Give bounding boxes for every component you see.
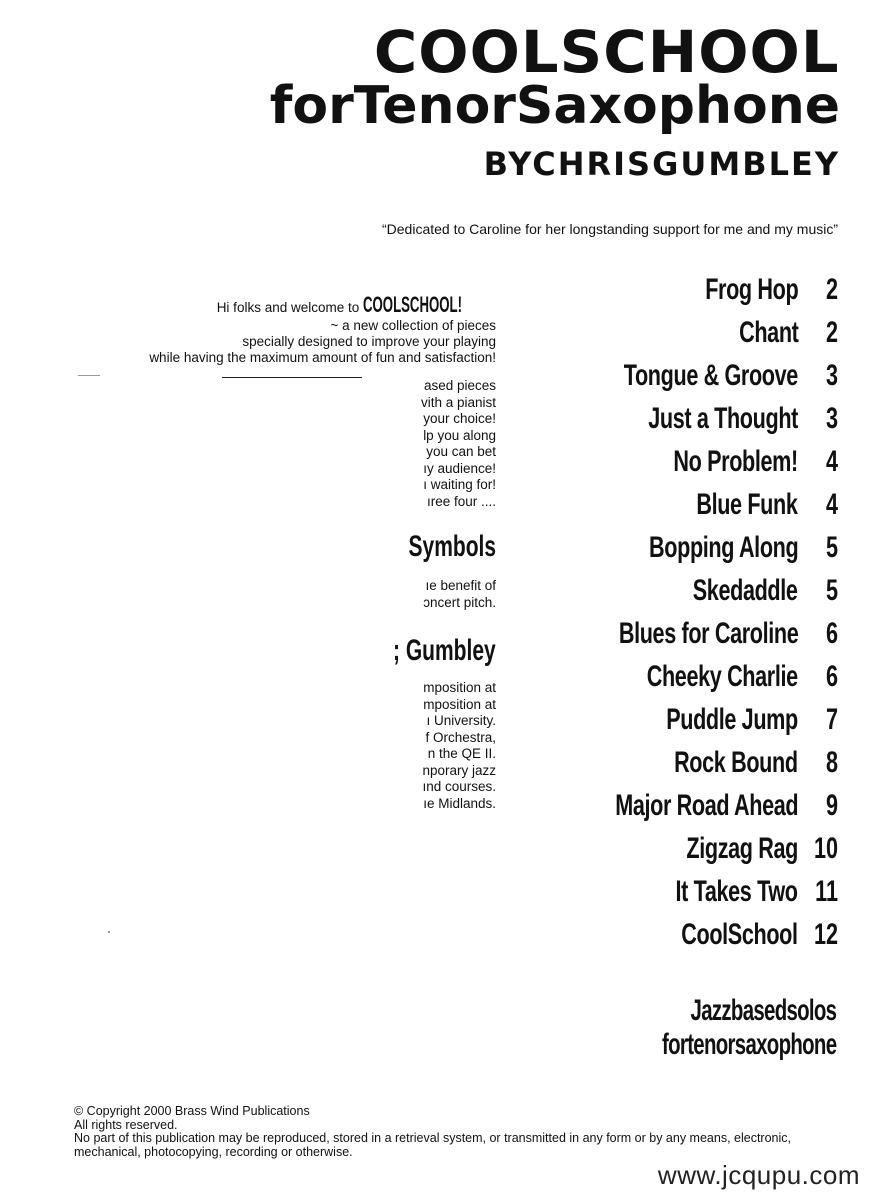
toc-entry[interactable] — [538, 440, 838, 483]
toc-page: 10 — [813, 831, 838, 865]
symbols-heading: Symbols — [408, 530, 496, 563]
bio-line: n the QE II. — [427, 746, 496, 761]
clipped-line: lp you along — [423, 427, 496, 443]
bio-line: nporary jazz — [422, 762, 496, 778]
toc-title: Blues for Caroline — [618, 616, 798, 650]
toc-entry[interactable] — [538, 268, 838, 311]
toc-title: Puddle Jump — [666, 702, 798, 736]
watermark: www.jcqupu.com — [657, 1160, 860, 1190]
toc-title: Bopping Along — [648, 530, 798, 564]
clipped-line: ıy audience! — [423, 460, 496, 476]
toc-title: No Problem! — [673, 444, 798, 478]
book-subtitle: forTenorSaxophone — [269, 76, 840, 136]
toc-entry[interactable] — [538, 397, 838, 440]
bio-line: mposition at — [423, 696, 496, 712]
copyright-line: No part of this publication may be reproduced, stored in a retrieval system, or transmitted in any form or by any means, electronic, — [74, 1131, 791, 1145]
bio-line: f Orchestra, — [425, 729, 496, 745]
toc-entry[interactable] — [538, 526, 838, 569]
toc-page: 2 — [825, 315, 838, 349]
symbols-text — [423, 578, 496, 611]
toc-title: Skedaddle — [693, 573, 798, 607]
toc-entry[interactable] — [538, 655, 838, 698]
toc-page: 3 — [825, 401, 838, 435]
toc-page: 3 — [825, 358, 838, 392]
clipped-line: ı waiting for! — [423, 477, 496, 492]
copyright-line: mechanical, photocopying, recording or otherwise. — [74, 1144, 353, 1159]
intro-clipped-text — [421, 378, 496, 510]
toc-entry[interactable] — [538, 827, 838, 870]
toc-page: 11 — [815, 874, 838, 908]
toc-entry[interactable] — [538, 784, 838, 827]
toc-page: 2 — [825, 272, 838, 306]
intro-line-2: ~ a new collection of pieces — [330, 318, 496, 333]
toc-entry[interactable] — [538, 354, 838, 397]
toc-entry[interactable] — [538, 741, 838, 784]
toc-title: Rock Bound — [674, 745, 798, 779]
toc-entry[interactable] — [538, 483, 838, 526]
toc-entry[interactable] — [538, 913, 838, 956]
toc-title: CoolSchool — [681, 917, 798, 951]
toc-entry[interactable] — [538, 311, 838, 354]
toc-page: 6 — [825, 659, 838, 693]
symbols-line: ɔncert pitch. — [423, 594, 496, 610]
intro-line-3: specially designed to improve your playing — [242, 334, 496, 349]
author-line: BYCHRISGUMBLEY — [483, 145, 840, 183]
toc-title: Frog Hop — [704, 272, 798, 306]
bio-text — [422, 680, 496, 812]
scan-speck — [108, 931, 110, 933]
dedication: “Dedicated to Caroline for her longstanding support for me and my music” — [382, 221, 838, 237]
bio-heading: ; Gumbley — [393, 634, 496, 667]
toc-title: It Takes Two — [675, 874, 798, 908]
toc-page: 6 — [825, 616, 838, 650]
toc-title: Cheeky Charlie — [646, 659, 798, 693]
toc-entry[interactable] — [538, 612, 838, 655]
toc-page: 7 — [825, 702, 838, 736]
toc-page: 4 — [825, 444, 838, 478]
toc-title: Tongue & Groove — [623, 358, 798, 392]
toc-page: 9 — [825, 788, 838, 822]
toc-title: Major Road Ahead — [614, 788, 798, 822]
bio-line: mposition at — [423, 680, 496, 695]
clipped-line: you can bet — [426, 444, 496, 459]
tagline-line-1: Jazzbasedsolos — [690, 994, 836, 1027]
toc-page: 5 — [825, 573, 838, 607]
copyright-line: © Copyright 2000 Brass Wind Publications — [74, 1104, 310, 1118]
toc-title: Chant — [738, 315, 798, 349]
toc-title: Just a Thought — [648, 401, 798, 435]
copyright-line: All rights reserved. — [74, 1117, 178, 1132]
symbols-line: ıe benefit of — [425, 578, 496, 593]
toc-entry[interactable] — [538, 569, 838, 612]
table-of-contents — [538, 268, 838, 956]
toc-entry[interactable] — [538, 698, 838, 741]
toc-page: 8 — [825, 745, 838, 779]
text-underline — [222, 377, 362, 378]
bio-line: ı University. — [426, 713, 496, 728]
toc-page: 5 — [825, 530, 838, 564]
clipped-line: ıree four .... — [426, 493, 496, 509]
bio-line: ınd courses. — [422, 779, 496, 794]
intro-paragraph — [149, 292, 496, 366]
book-title: COOLSCHOOL — [374, 18, 840, 86]
intro-line-4: while having the maximum amount of fun and satisfaction! — [149, 350, 496, 365]
bio-line: ıe Midlands. — [423, 795, 496, 811]
clipped-line: vith a pianist — [420, 394, 496, 410]
clipped-line: ased pieces — [423, 378, 496, 393]
intro-brand: COOLSCHOOL! — [363, 292, 462, 317]
intro-line-1 — [149, 292, 496, 317]
copyright-notice — [74, 1105, 791, 1159]
tagline-line-2: fortenorsaxophone — [661, 1028, 836, 1061]
toc-page: 4 — [825, 487, 838, 521]
toc-page: 12 — [813, 917, 838, 951]
tagline — [662, 994, 836, 1062]
intro-greeting: Hi folks and welcome to — [216, 300, 363, 315]
decorative-rule — [78, 375, 100, 376]
toc-entry[interactable] — [538, 870, 838, 913]
toc-title: Blue Funk — [696, 487, 798, 521]
toc-title: Zigzag Rag — [686, 831, 798, 865]
clipped-line: your choice! — [423, 411, 496, 426]
